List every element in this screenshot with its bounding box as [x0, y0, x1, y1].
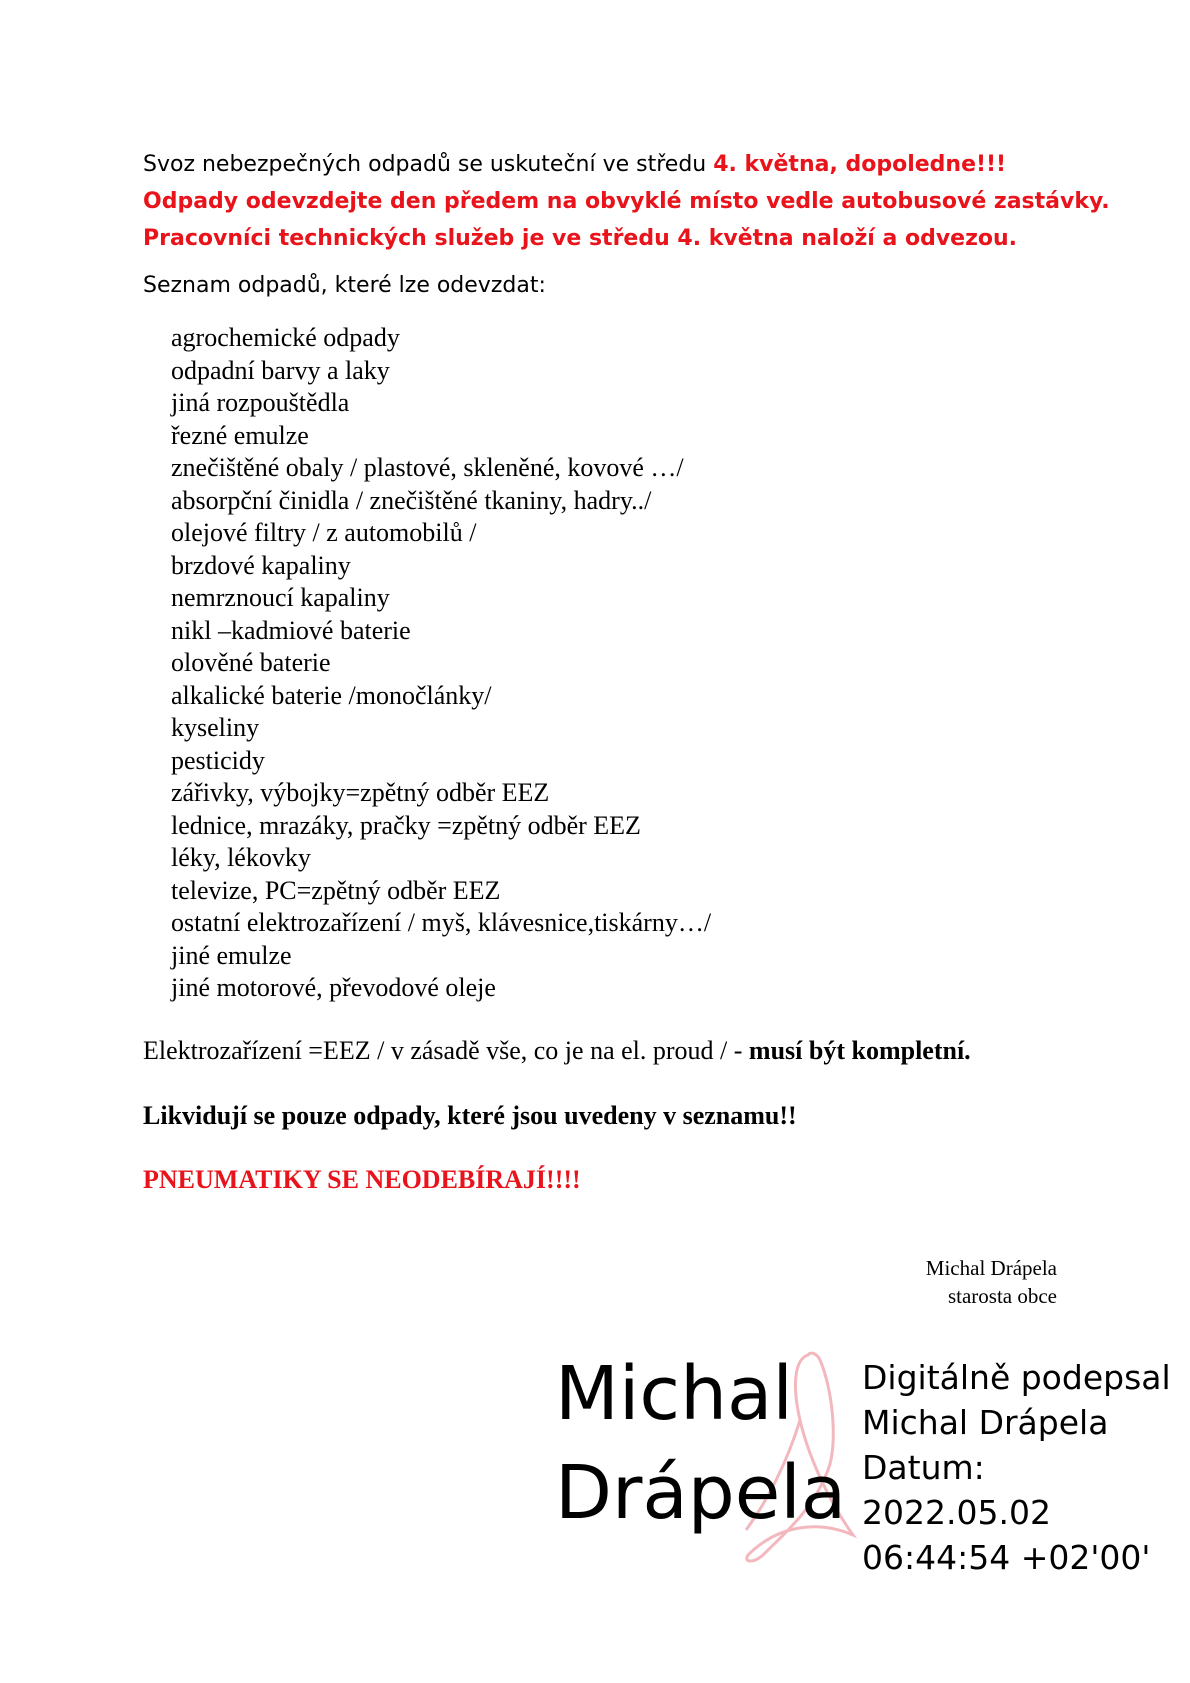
list-item: jiné motorové, převodové oleje [171, 973, 496, 1002]
list-item: řezné emulze [171, 420, 309, 450]
list-item: odpadní barvy a laky [171, 355, 390, 385]
list-item: kyseliny [171, 713, 260, 742]
digital-signature-label: Digitálně podepsal [862, 1358, 1171, 1397]
eez-note [143, 1036, 971, 1066]
intro-line-1-text: Svoz nebezpečných odpadů se uskuteční ve středu [143, 152, 714, 177]
eez-note-text: Elektrozařízení =EEZ / v zásadě vše, co je na el. proud / - [143, 1036, 749, 1065]
list-item: alkalické baterie /monočlánky/ [171, 680, 492, 710]
list-item: znečištěné obaly / plastové, skleněné, kovové …/ [171, 453, 684, 482]
only-listed-notice: Likvidují se pouze odpady, které jsou uvedeny v seznamu!! [143, 1101, 797, 1130]
digital-signature-signer: Michal Drápela [862, 1403, 1109, 1442]
tyres-warning: PNEUMATIKY SE NEODEBÍRAJÍ!!!! [143, 1165, 581, 1194]
list-item: jiné emulze [171, 940, 292, 970]
list-item: agrochemické odpady [171, 323, 400, 352]
waste-list [171, 322, 711, 1005]
digital-signature-name [555, 1345, 846, 1543]
intro-date-highlight: 4. května, dopoledne!!! [713, 152, 1007, 177]
list-item: zářivky, výbojky=zpětný odběr EEZ [171, 778, 550, 807]
list-item: nemrznoucí kapaliny [171, 583, 390, 612]
list-item: brzdové kapaliny [171, 550, 351, 580]
list-item: jiná rozpouštědla [171, 388, 350, 417]
list-item: olověné baterie [171, 648, 331, 677]
intro-line-2: Odpady odevzdejte den předem na obvyklé místo vedle autobusové zastávky. [143, 189, 1110, 214]
digital-signature-time: 06:44:54 +02'00' [862, 1538, 1151, 1577]
signatory-title: starosta obce [947, 1284, 1057, 1308]
list-item: léky, lékovky [171, 843, 311, 872]
list-item: olejové filtry / z automobilů / [171, 518, 477, 547]
digital-signature-first-name: Michal [555, 1351, 793, 1437]
list-item: pesticidy [171, 745, 265, 775]
intro-paragraph [143, 146, 1110, 257]
signatory-name: Michal Drápela [925, 1256, 1057, 1280]
list-item: absorpční činidla / znečištěné tkaniny, hadry../ [171, 485, 652, 515]
list-heading: Seznam odpadů, které lze odevzdat: [143, 273, 546, 298]
signature-block [926, 1254, 1057, 1310]
digital-signature-last-name: Drápela [555, 1450, 847, 1536]
eez-note-emphasis: musí být kompletní. [748, 1036, 971, 1065]
digital-signature-details [862, 1355, 1175, 1580]
digital-signature-stamp [555, 1345, 1175, 1577]
digital-signature-date: Datum: 2022.05.02 [862, 1448, 1051, 1532]
intro-line-1 [143, 146, 1110, 183]
list-item: lednice, mrazáky, pračky =zpětný odběr EEZ [171, 810, 641, 840]
intro-line-3: Pracovníci technických služeb je ve středu 4. května naloží a odvezou. [143, 226, 1018, 251]
list-item: televize, PC=zpětný odběr EEZ [171, 875, 501, 905]
list-item: nikl –kadmiové baterie [171, 615, 411, 645]
list-item: ostatní elektrozařízení / myš, klávesnice,tiskárny…/ [171, 908, 712, 937]
